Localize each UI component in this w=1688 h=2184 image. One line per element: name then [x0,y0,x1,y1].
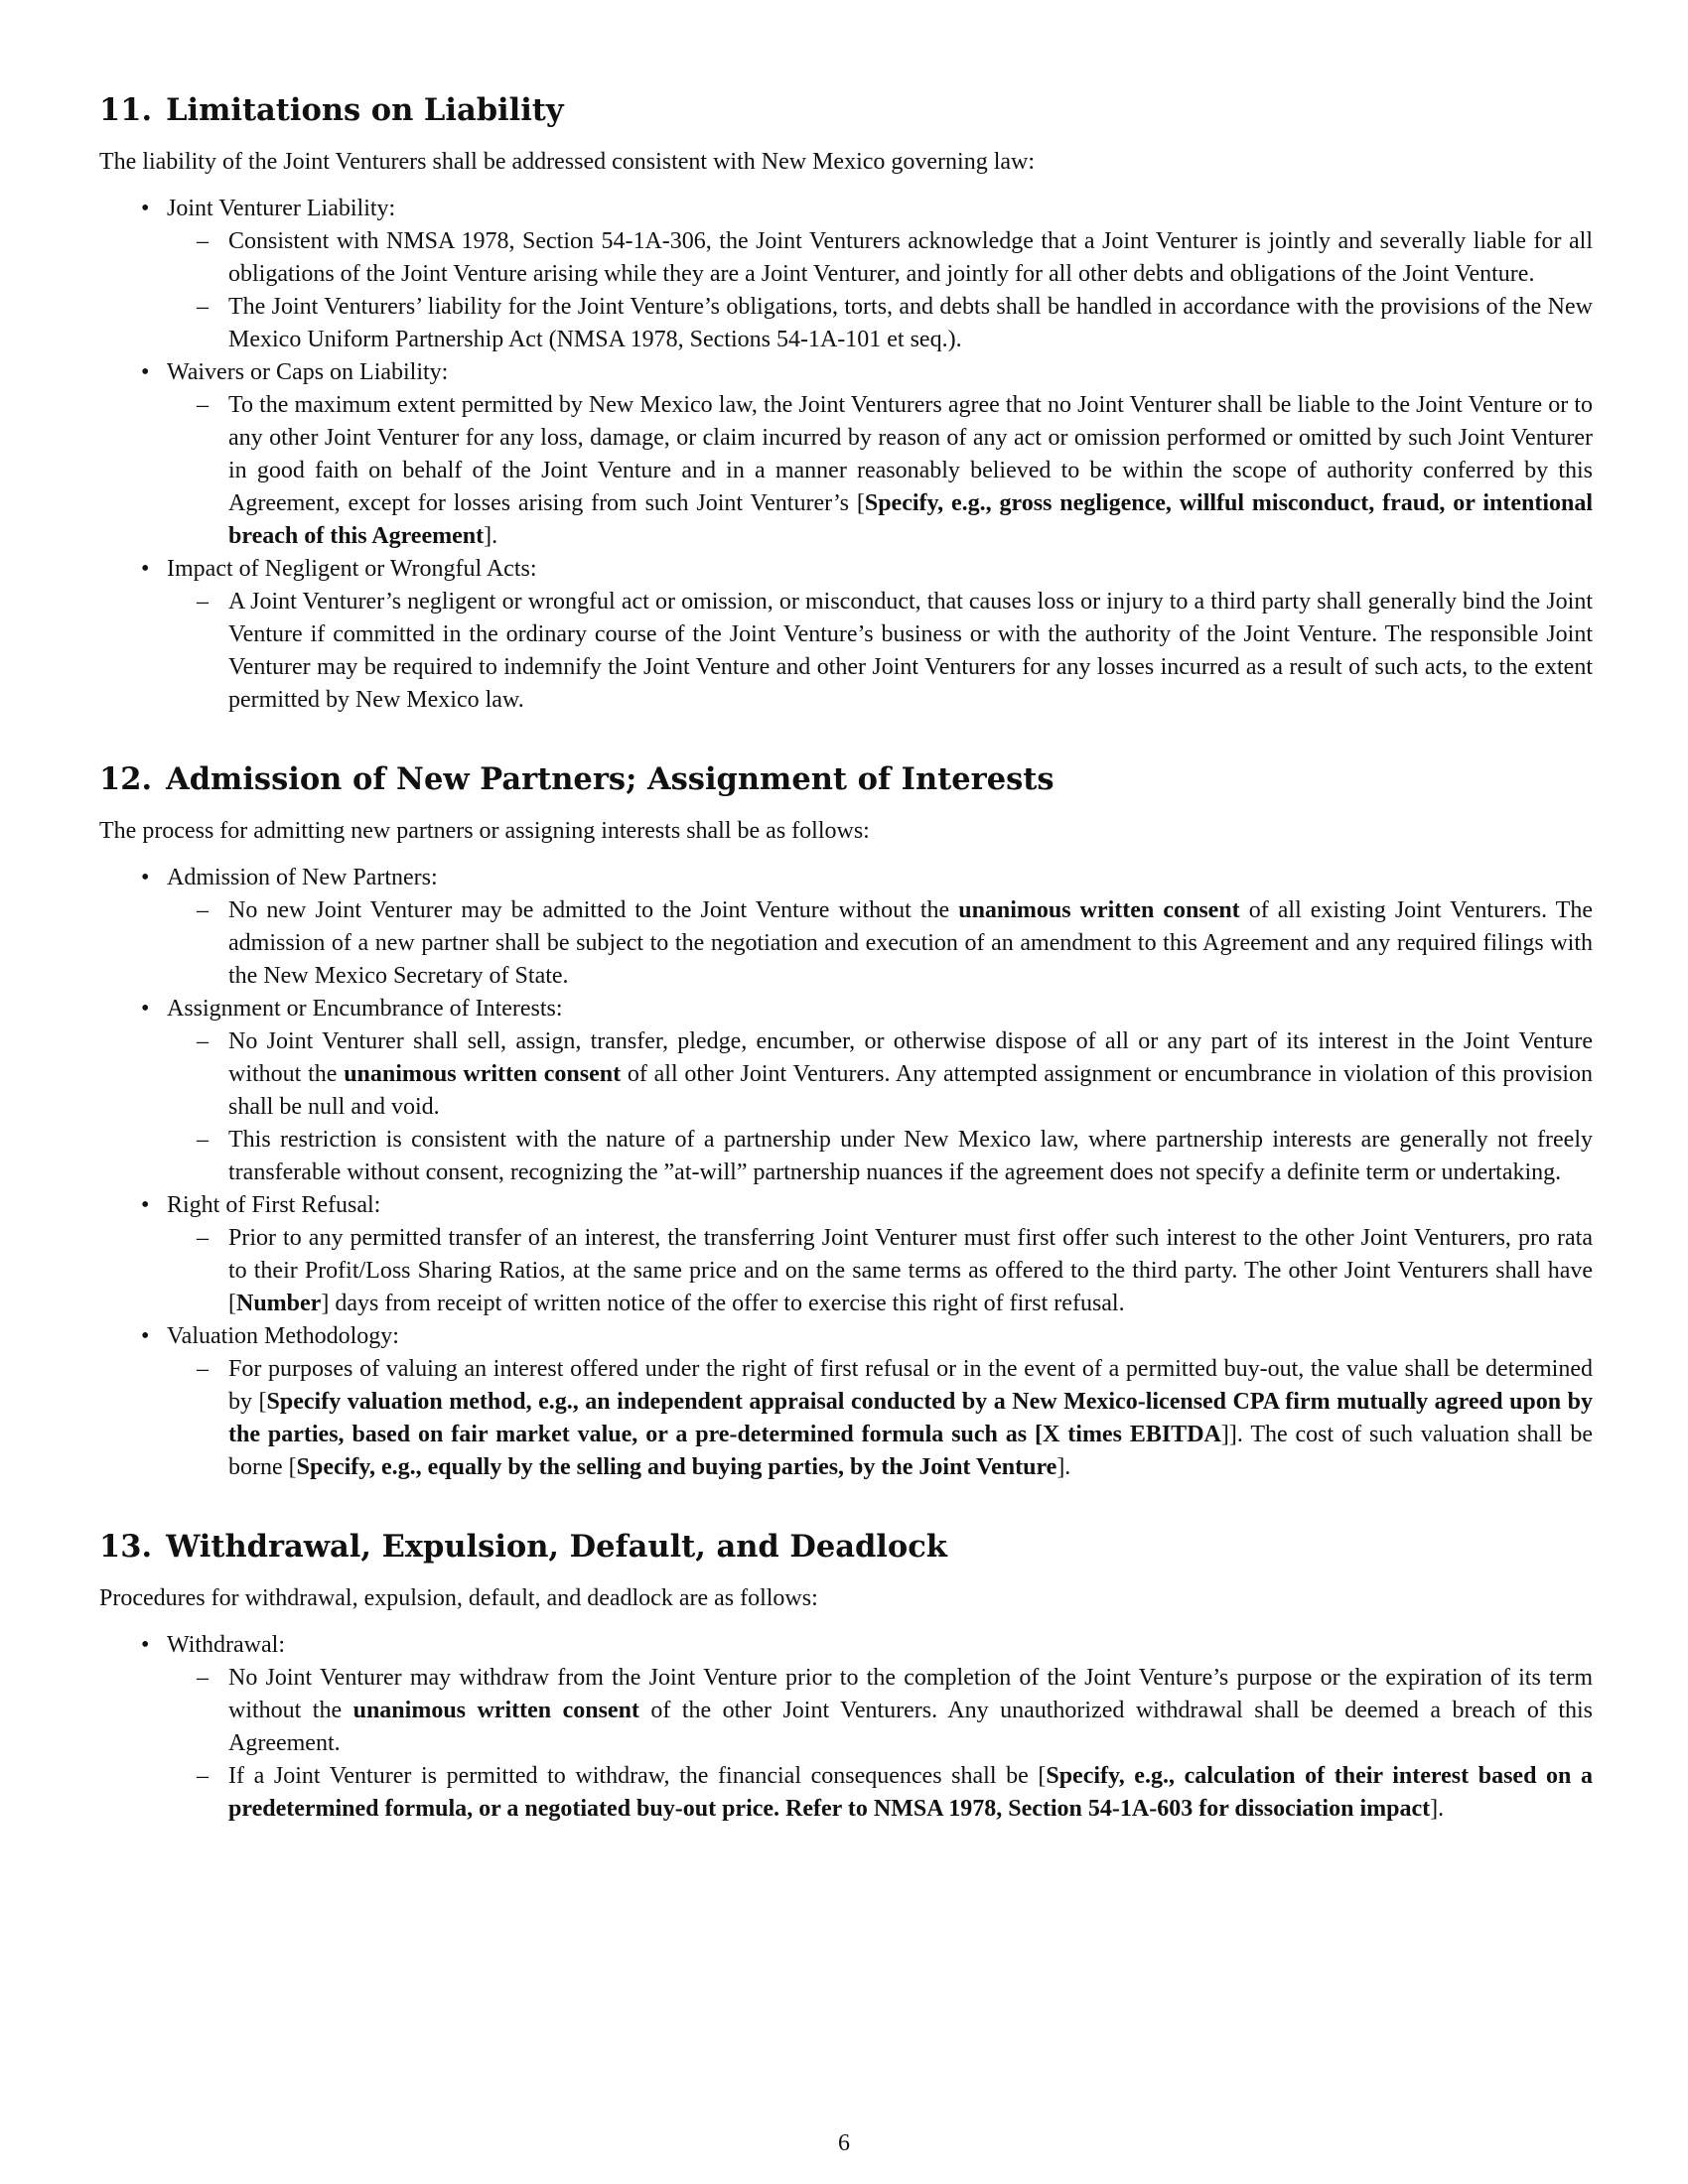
section-12 [99,760,1593,1484]
section-number: 11. [99,92,153,128]
bold-text: unanimous written consent [352,1698,639,1724]
text-run: This restriction is consistent with the nature of a partnership under New Mexico law, where partnership interests are generally not freely transferable without consent, recognizing the ”at-will” partnership nuances if the agreement does not specify a definite term or undertaking. [228,1127,1593,1186]
bullet-list [99,862,1593,1484]
list-item [99,1189,1593,1320]
sub-list-item [167,1025,1593,1124]
sub-list-item [167,1124,1593,1189]
section-intro: Procedures for withdrawal, expulsion, default, and deadlock are as follows: [99,1585,818,1612]
text-run: A Joint Venturer’s negligent or wrongful act or omission, or misconduct, that causes loss or injury to a third party shall generally bind the Joint Venture if committed in the ordinary course of the Joint Venture’s business or with the authority of the Joint Venture. The responsible Joint Venturer may be required to indemnify the Joint Venture and other Joint Venturers for any losses incurred as a result of such acts, to the extent permitted by New Mexico law. [228,589,1593,714]
text-run: of the other Joint Venturers. Any unauthorized withdrawal shall be deemed a breach of this Agreement. [228,1698,1594,1757]
document-page [99,91,1593,1869]
text-run: To the maximum extent permitted by New Mexico law, the Joint Venturers agree that no Joint Venturer shall be liable to the Joint Venture or to any other Joint Venturer for any loss, damage, or claim incurred by reason of any act or omission performed or omitted by such Joint Venturer in good faith on behalf of the Joint Venture and in a manner reasonably believed to be within the scope of authority conferred by this Agreement, except for losses arising from such Joint Venturer’s [ [228,392,1593,517]
text-run: ]. [1056,1454,1071,1481]
text-run: ]]. The cost of such valuation shall be borne [ [228,1422,1593,1481]
section-intro: The process for admitting new partners or assigning interests shall be as follows: [99,818,870,845]
text-run: If a Joint Venturer is permitted to withdraw, the financial consequences shall be [ [228,1763,1047,1790]
bullet-icon: • [141,556,150,583]
section-11 [99,91,1593,717]
text-run: ]. [484,523,498,550]
section-intro: The liability of the Joint Venturers shall be addressed consistent with New Mexico governing law: [99,149,1036,176]
section-heading [99,760,1593,798]
bullet-icon: • [141,359,150,386]
dash-icon: – [197,228,209,255]
text-run: The Joint Venturers’ liability for the Joint Venture’s obligations, torts, and debts shall be handled in accordance with the provisions of the New Mexico Uniform Partnership Act (NMSA 1978, Sections 54-1A-101 et seq.). [228,294,1593,353]
section-title: Withdrawal, Expulsion, Default, and Deadlock [166,1529,947,1566]
bold-text: unanimous written consent [958,897,1240,924]
sub-list-item [167,586,1593,717]
list-item-label: Right of First Refusal: [167,1192,381,1219]
section-13 [99,1528,1593,1826]
bold-text: Specify valuation method, e.g., an independent appraisal conducted by a New Mexico-licensed CPA firm mutually agreed upon by the parties, based on fair market value, or a pre-determined formula such as [X times EBITDA [228,1389,1593,1448]
dash-icon: – [197,392,209,419]
list-item-label: Impact of Negligent or Wrongful Acts: [167,556,537,583]
bullet-list [99,1629,1593,1826]
sub-list [167,1662,1593,1826]
sub-list-item [167,894,1593,993]
sub-list-item [167,291,1593,356]
bold-text: Specify, e.g., equally by the selling and buying parties, by the Joint Venture [296,1454,1057,1481]
section-number: 12. [99,761,153,798]
sub-list-item [167,1662,1593,1760]
list-item [99,1629,1593,1826]
text-run: ]. [1430,1796,1445,1823]
list-item-label: Assignment or Encumbrance of Interests: [167,996,563,1023]
dash-icon: – [197,1356,209,1383]
sub-list-item [167,1222,1593,1320]
list-item-label: Valuation Methodology: [167,1323,399,1350]
sub-list [167,894,1593,993]
list-item [99,1320,1593,1484]
sub-list [167,225,1593,356]
bold-text: Specify, e.g., calculation of their interest based on a predetermined formula, or a negotiated buy-out price. Refer to NMSA 1978, Section 54-1A-603 for dissociation impact [228,1763,1593,1823]
dash-icon: – [197,1763,209,1790]
sub-list [167,1025,1593,1189]
page-number: 6 [838,2130,850,2156]
section-title: Admission of New Partners; Assignment of Interests [166,761,1055,798]
bold-text: Number [236,1291,322,1317]
sub-list [167,1353,1593,1484]
text-run: ] days from receipt of written notice of the offer to exercise this right of first refusal. [321,1291,1125,1317]
text-run: No Joint Venturer shall sell, assign, transfer, pledge, encumber, or otherwise dispose of all or any part of its interest in the Joint Venture without the [228,1028,1593,1088]
list-item-label: Waivers or Caps on Liability: [167,359,449,386]
list-item-label: Withdrawal: [167,1632,285,1659]
sub-list-item [167,1353,1593,1484]
text-run: No Joint Venturer may withdraw from the Joint Venture prior to the completion of the Joint Venture’s purpose or the expiration of its term without the [228,1665,1593,1724]
bullet-icon: • [141,196,150,222]
sub-list-item [167,389,1593,553]
list-item [99,553,1593,717]
dash-icon: – [197,897,209,924]
bullet-icon: • [141,1192,150,1219]
bullet-icon: • [141,865,150,891]
list-item-label: Admission of New Partners: [167,865,438,891]
list-item-label: Joint Venturer Liability: [167,196,396,222]
dash-icon: – [197,589,209,615]
sub-list [167,1222,1593,1320]
dash-icon: – [197,1665,209,1692]
bullet-icon: • [141,1632,150,1659]
sub-list-item [167,1760,1593,1826]
bullet-list [99,193,1593,717]
list-item [99,356,1593,553]
sub-list [167,586,1593,717]
sub-list-item [167,225,1593,291]
text-run: of all existing Joint Venturers. The admission of a new partner shall be subject to the negotiation and execution of an amendment to this Agreement and any required filings with the New Mexico Secretary of State. [228,897,1593,990]
text-run: Consistent with NMSA 1978, Section 54-1A-306, the Joint Venturers acknowledge that a Joint Venturer is jointly and severally liable for all obligations of the Joint Venture arising while they are a Joint Venturer, and jointly for all other debts and obligations of the Joint Venture. [228,228,1593,288]
dash-icon: – [197,294,209,321]
dash-icon: – [197,1028,209,1055]
dash-icon: – [197,1127,209,1154]
text-run: For purposes of valuing an interest offered under the right of first refusal or in the event of a permitted buy-out, the value shall be determined by [ [228,1356,1593,1416]
bold-text: Specify, e.g., gross negligence, willful misconduct, fraud, or intentional breach of this Agreement [228,490,1594,550]
bold-text: unanimous written consent [344,1061,622,1088]
list-item [99,862,1593,993]
bullet-icon: • [141,1323,150,1350]
section-number: 13. [99,1529,153,1566]
text-run: Prior to any permitted transfer of an interest, the transferring Joint Venturer must first offer such interest to the other Joint Venturers, pro rata to their Profit/Loss Sharing Ratios, at the same price and on the same terms as offered to the third party. The other Joint Venturers shall have [ [228,1225,1593,1317]
section-heading [99,91,1593,129]
section-title: Limitations on Liability [166,92,564,128]
section-heading [99,1528,1593,1566]
list-item [99,193,1593,356]
list-item [99,993,1593,1189]
text-run: of all other Joint Venturers. Any attempted assignment or encumbrance in violation of this provision shall be null and void. [228,1061,1594,1121]
sub-list [167,389,1593,553]
bullet-icon: • [141,996,150,1023]
text-run: No new Joint Venturer may be admitted to the Joint Venture without the [228,897,959,924]
dash-icon: – [197,1225,209,1252]
